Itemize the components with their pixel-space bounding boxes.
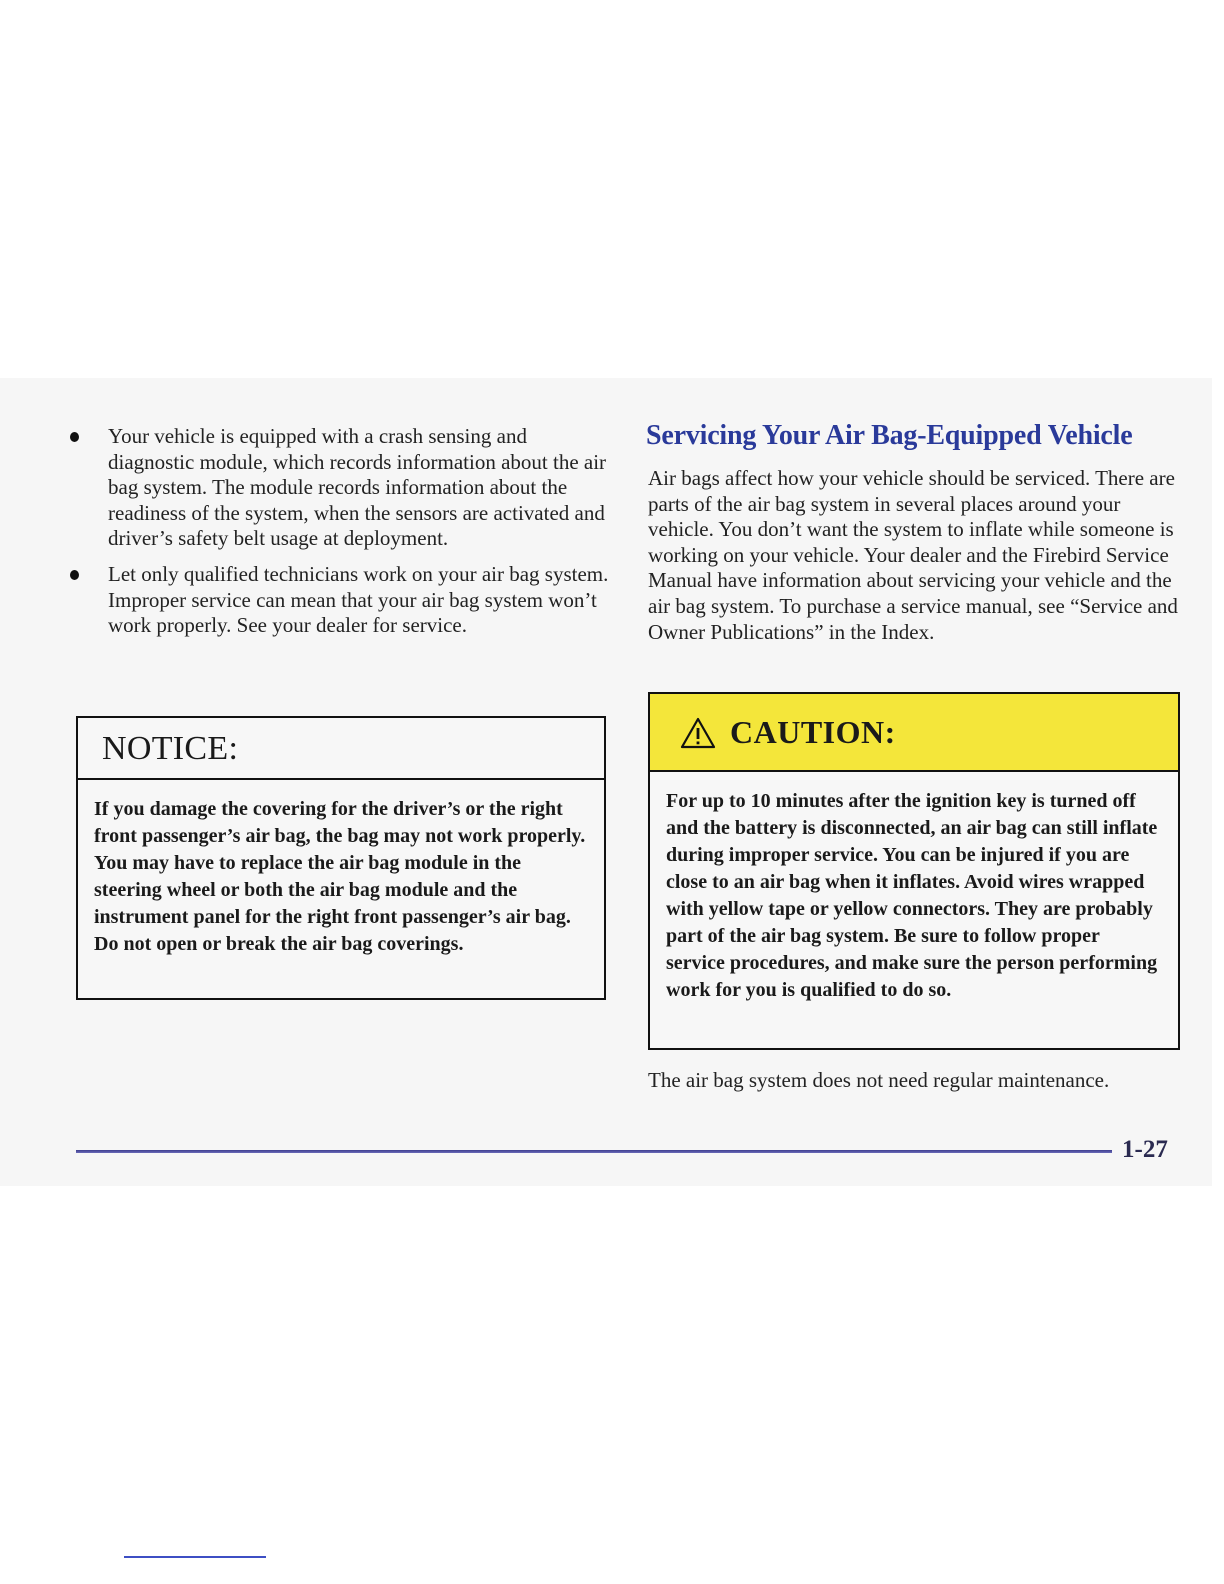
caution-body: For up to 10 minutes after the ignition key is turned off and the battery is disconnected, an air bag can still inflate during improper service. You can be injured if you are close to an air bag when it inflates. Avoid wires wrapped with yellow tape or yellow connectors. They are probably part of the air bag system. Be sure to follow proper service procedures, and make sure the person performing work for you is qualified to do so. (666, 790, 1158, 1001)
caution-header (650, 694, 1178, 772)
caution-title: CAUTION: (730, 713, 896, 750)
bullet-icon (70, 570, 79, 580)
bullet-text: Your vehicle is equipped with a crash sensing and diagnostic module, which records information about the air bag system. The module records information about the readiness of the system, when the sensors are activated and driver’s safety belt usage at deployment. (108, 424, 607, 551)
warning-triangle-icon (680, 717, 716, 749)
list-item (60, 424, 610, 552)
right-column (648, 420, 1180, 645)
notice-body: If you damage the covering for the driver’s or the right front passenger’s air bag, the bag may not work properly. You may have to replace the air bag module in the steering wheel or both the air bag module and the instrument panel for the right front passenger’s air bag. Do not open or break the air bag coverings. (94, 798, 586, 955)
maintenance-note: The air bag system does not need regular maintenance. (648, 1068, 1110, 1092)
divider-line (124, 1556, 266, 1558)
caution-box (648, 692, 1180, 1050)
footer-rule (76, 1150, 1112, 1153)
servicing-paragraph: Air bags affect how your vehicle should be serviced. There are parts of the air bag system in several places around your vehicle. You don’t want the system to inflate while someone is working on your vehicle. Your dealer and the Firebird Service Manual have information about servicing your vehicle and the air bag system. To purchase a service manual, see “Service and Owner Publications” in the Index. (648, 466, 1178, 644)
bullet-list (60, 424, 610, 639)
page-number: 1-27 (1122, 1136, 1168, 1163)
bullet-text: Let only qualified technicians work on your air bag system. Improper service can mean that your air bag system won’t work properly. See your dealer for service. (108, 561, 609, 638)
list-item (60, 562, 610, 639)
bullet-icon (70, 432, 79, 442)
left-column (60, 424, 610, 649)
notice-box (76, 716, 606, 1000)
notice-title: NOTICE: (78, 718, 604, 780)
section-heading: Servicing Your Air Bag-Equipped Vehicle (646, 420, 1133, 451)
